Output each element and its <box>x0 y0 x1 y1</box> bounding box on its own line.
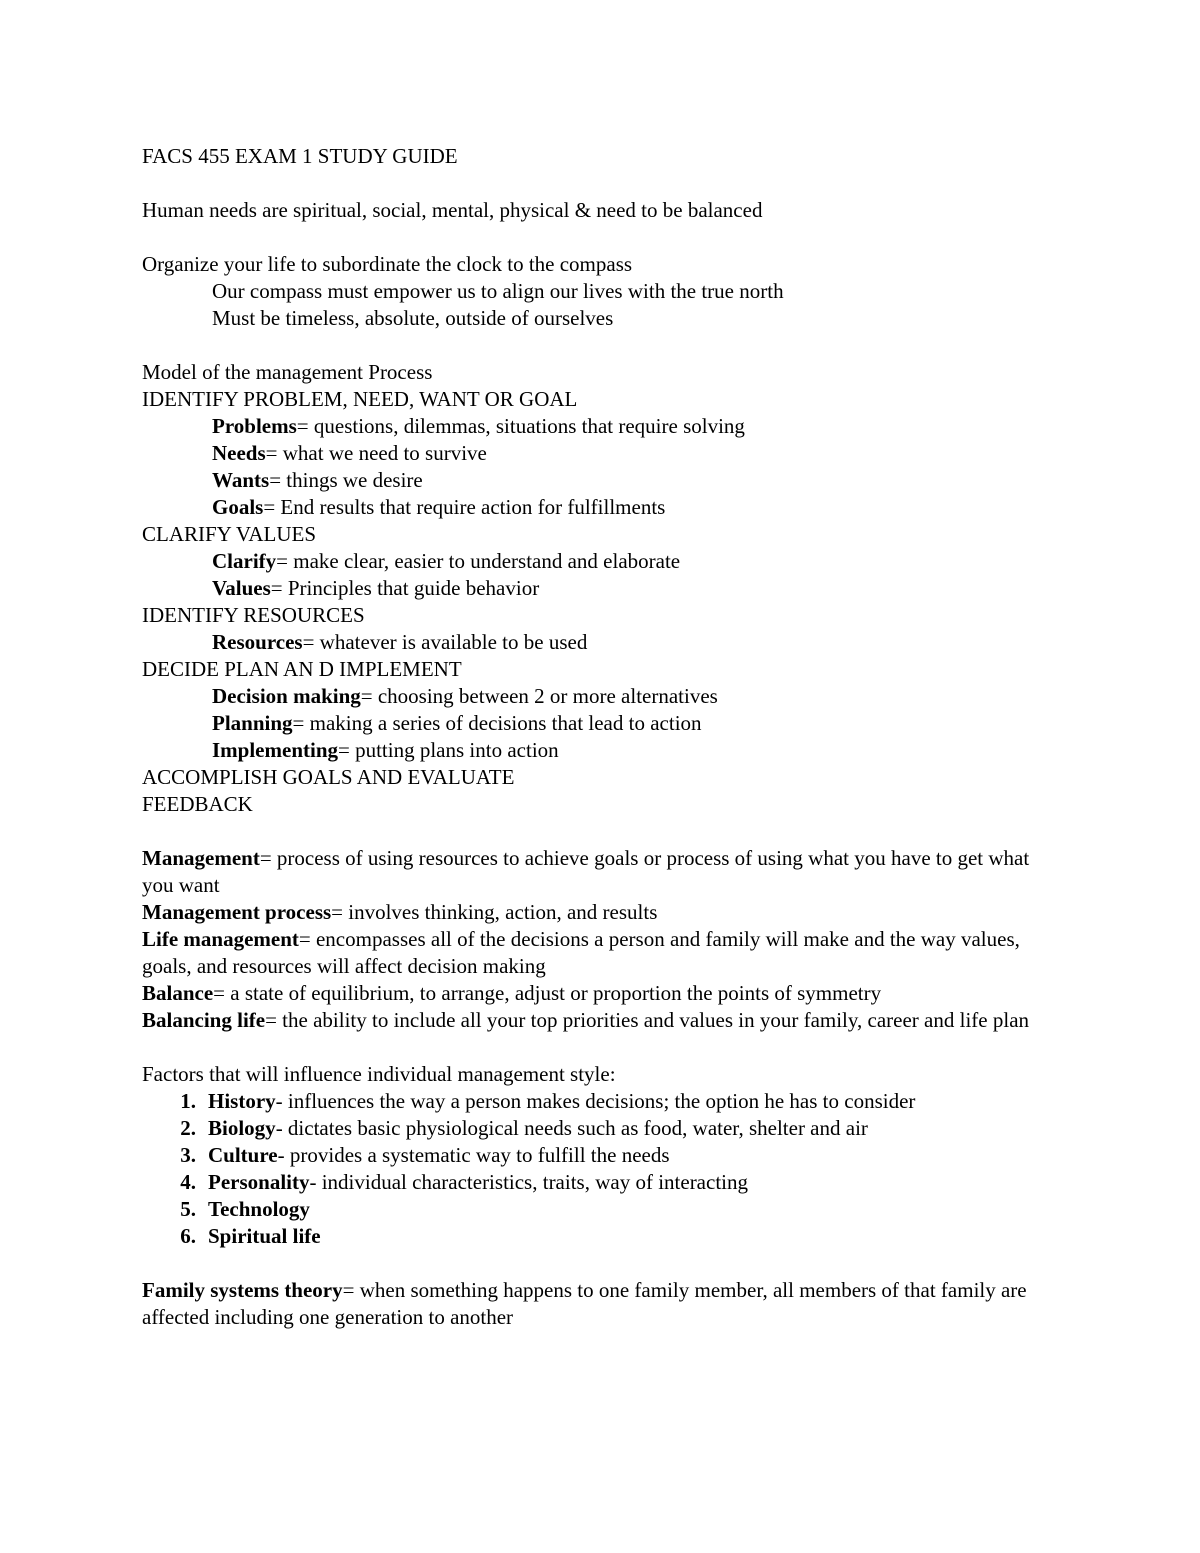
factor-text: - provides a systematic way to fulfill the needs <box>277 1143 670 1167</box>
list-number: 1. <box>180 1089 196 1113</box>
list-item <box>142 1169 1062 1196</box>
definition-text: = Principles that guide behavior <box>270 576 540 600</box>
list-item <box>142 1196 1062 1223</box>
model-definition <box>142 683 1062 710</box>
list-number: 3. <box>180 1143 196 1167</box>
definition-term: Balance <box>142 981 214 1005</box>
model-definition <box>142 575 1062 602</box>
definition-term: Family systems theory <box>142 1278 343 1302</box>
document-page <box>142 143 1062 1331</box>
list-item <box>142 1088 1062 1115</box>
model-definition <box>142 710 1062 737</box>
factor-term: Culture <box>208 1143 278 1167</box>
organize-heading: Organize your life to subordinate the clock to the compass <box>142 252 633 276</box>
spacer <box>142 332 1062 359</box>
definition-text: = whatever is available to be used <box>302 630 588 654</box>
spacer <box>142 818 1062 845</box>
definition-text: = involves thinking, action, and results <box>331 900 658 924</box>
list-number: 2. <box>180 1116 196 1140</box>
organize-line: Must be timeless, absolute, outside of ourselves <box>212 306 614 330</box>
factors-heading: Factors that will influence individual management style: <box>142 1062 616 1086</box>
model-step-label: IDENTIFY PROBLEM, NEED, WANT OR GOAL <box>142 387 578 411</box>
definition-text: = a state of equilibrium, to arrange, adjust or proportion the points of symmetry <box>213 981 882 1005</box>
factor-term: Biology <box>208 1116 276 1140</box>
definition-term: Balancing life <box>142 1008 266 1032</box>
family-systems-definition <box>142 1277 1062 1331</box>
organize-line: Our compass must empower us to align our lives with the true north <box>212 279 784 303</box>
spacer <box>142 224 1062 251</box>
key-definition <box>142 926 1062 980</box>
definition-text: = putting plans into action <box>338 738 559 762</box>
model-step-label: ACCOMPLISH GOALS AND EVALUATE <box>142 765 515 789</box>
list-number: 5. <box>180 1197 196 1221</box>
definition-term: Clarify <box>212 549 277 573</box>
model-definition <box>142 440 1062 467</box>
definition-text: = encompasses all of the decisions a person and family will make and the way values, goals, and resources will affect decision making <box>142 927 1020 978</box>
definition-text: = the ability to include all your top priorities and values in your family, career and life plan <box>265 1008 1030 1032</box>
definition-term: Resources <box>212 630 303 654</box>
model-definition <box>142 548 1062 575</box>
model-heading: Model of the management Process <box>142 360 433 384</box>
model-definition <box>142 413 1062 440</box>
definition-term: Planning <box>212 711 293 735</box>
definition-text: = End results that require action for fulfillments <box>263 495 666 519</box>
definition-text: = things we desire <box>269 468 423 492</box>
definition-text: = when something happens to one family member, all members of that family are affected including one generation to another <box>142 1278 1027 1329</box>
definition-term: Decision making <box>212 684 361 708</box>
definition-text: = what we need to survive <box>265 441 487 465</box>
model-step-label: DECIDE PLAN AN D IMPLEMENT <box>142 657 462 681</box>
definition-term: Goals <box>212 495 264 519</box>
definition-term: Needs <box>212 441 266 465</box>
model-step-label: FEEDBACK <box>142 792 253 816</box>
list-number: 4. <box>180 1170 196 1194</box>
model-definition <box>142 629 1062 656</box>
model-definition <box>142 494 1062 521</box>
key-definition <box>142 1007 1062 1034</box>
list-item <box>142 1142 1062 1169</box>
human-needs-statement: Human needs are spiritual, social, mental, physical & need to be balanced <box>142 198 763 222</box>
model-definition <box>142 467 1062 494</box>
definition-term: Implementing <box>212 738 338 762</box>
definition-text: = choosing between 2 or more alternatives <box>360 684 718 708</box>
key-definition <box>142 845 1062 899</box>
spacer <box>142 1250 1062 1277</box>
factor-term: Technology <box>208 1197 310 1221</box>
spacer <box>142 170 1062 197</box>
model-step-label: IDENTIFY RESOURCES <box>142 603 365 627</box>
list-item <box>142 1223 1062 1250</box>
definition-term: Management process <box>142 900 332 924</box>
factor-term: Personality <box>208 1170 310 1194</box>
factor-text: - dictates basic physiological needs such as food, water, shelter and air <box>275 1116 868 1140</box>
definition-text: = questions, dilemmas, situations that require solving <box>296 414 745 438</box>
factor-term: Spiritual life <box>208 1224 321 1248</box>
definition-text: = process of using resources to achieve goals or process of using what you have to get what you want <box>142 846 1030 897</box>
factor-term: History <box>208 1089 276 1113</box>
model-step-label: CLARIFY VALUES <box>142 522 317 546</box>
list-number: 6. <box>180 1224 196 1248</box>
model-definition <box>142 737 1062 764</box>
key-definition <box>142 899 1062 926</box>
document-title: FACS 455 EXAM 1 STUDY GUIDE <box>142 144 458 168</box>
definition-term: Problems <box>212 414 297 438</box>
definition-term: Management <box>142 846 260 870</box>
definition-term: Wants <box>212 468 270 492</box>
definition-term: Values <box>212 576 271 600</box>
factor-text: - influences the way a person makes decisions; the option he has to consider <box>275 1089 916 1113</box>
factors-list <box>142 1088 1062 1250</box>
key-definition <box>142 980 1062 1007</box>
definition-term: Life management <box>142 927 299 951</box>
definition-text: = making a series of decisions that lead to action <box>292 711 702 735</box>
spacer <box>142 1034 1062 1061</box>
factor-text: - individual characteristics, traits, way of interacting <box>309 1170 748 1194</box>
definition-text: = make clear, easier to understand and elaborate <box>276 549 681 573</box>
list-item <box>142 1115 1062 1142</box>
